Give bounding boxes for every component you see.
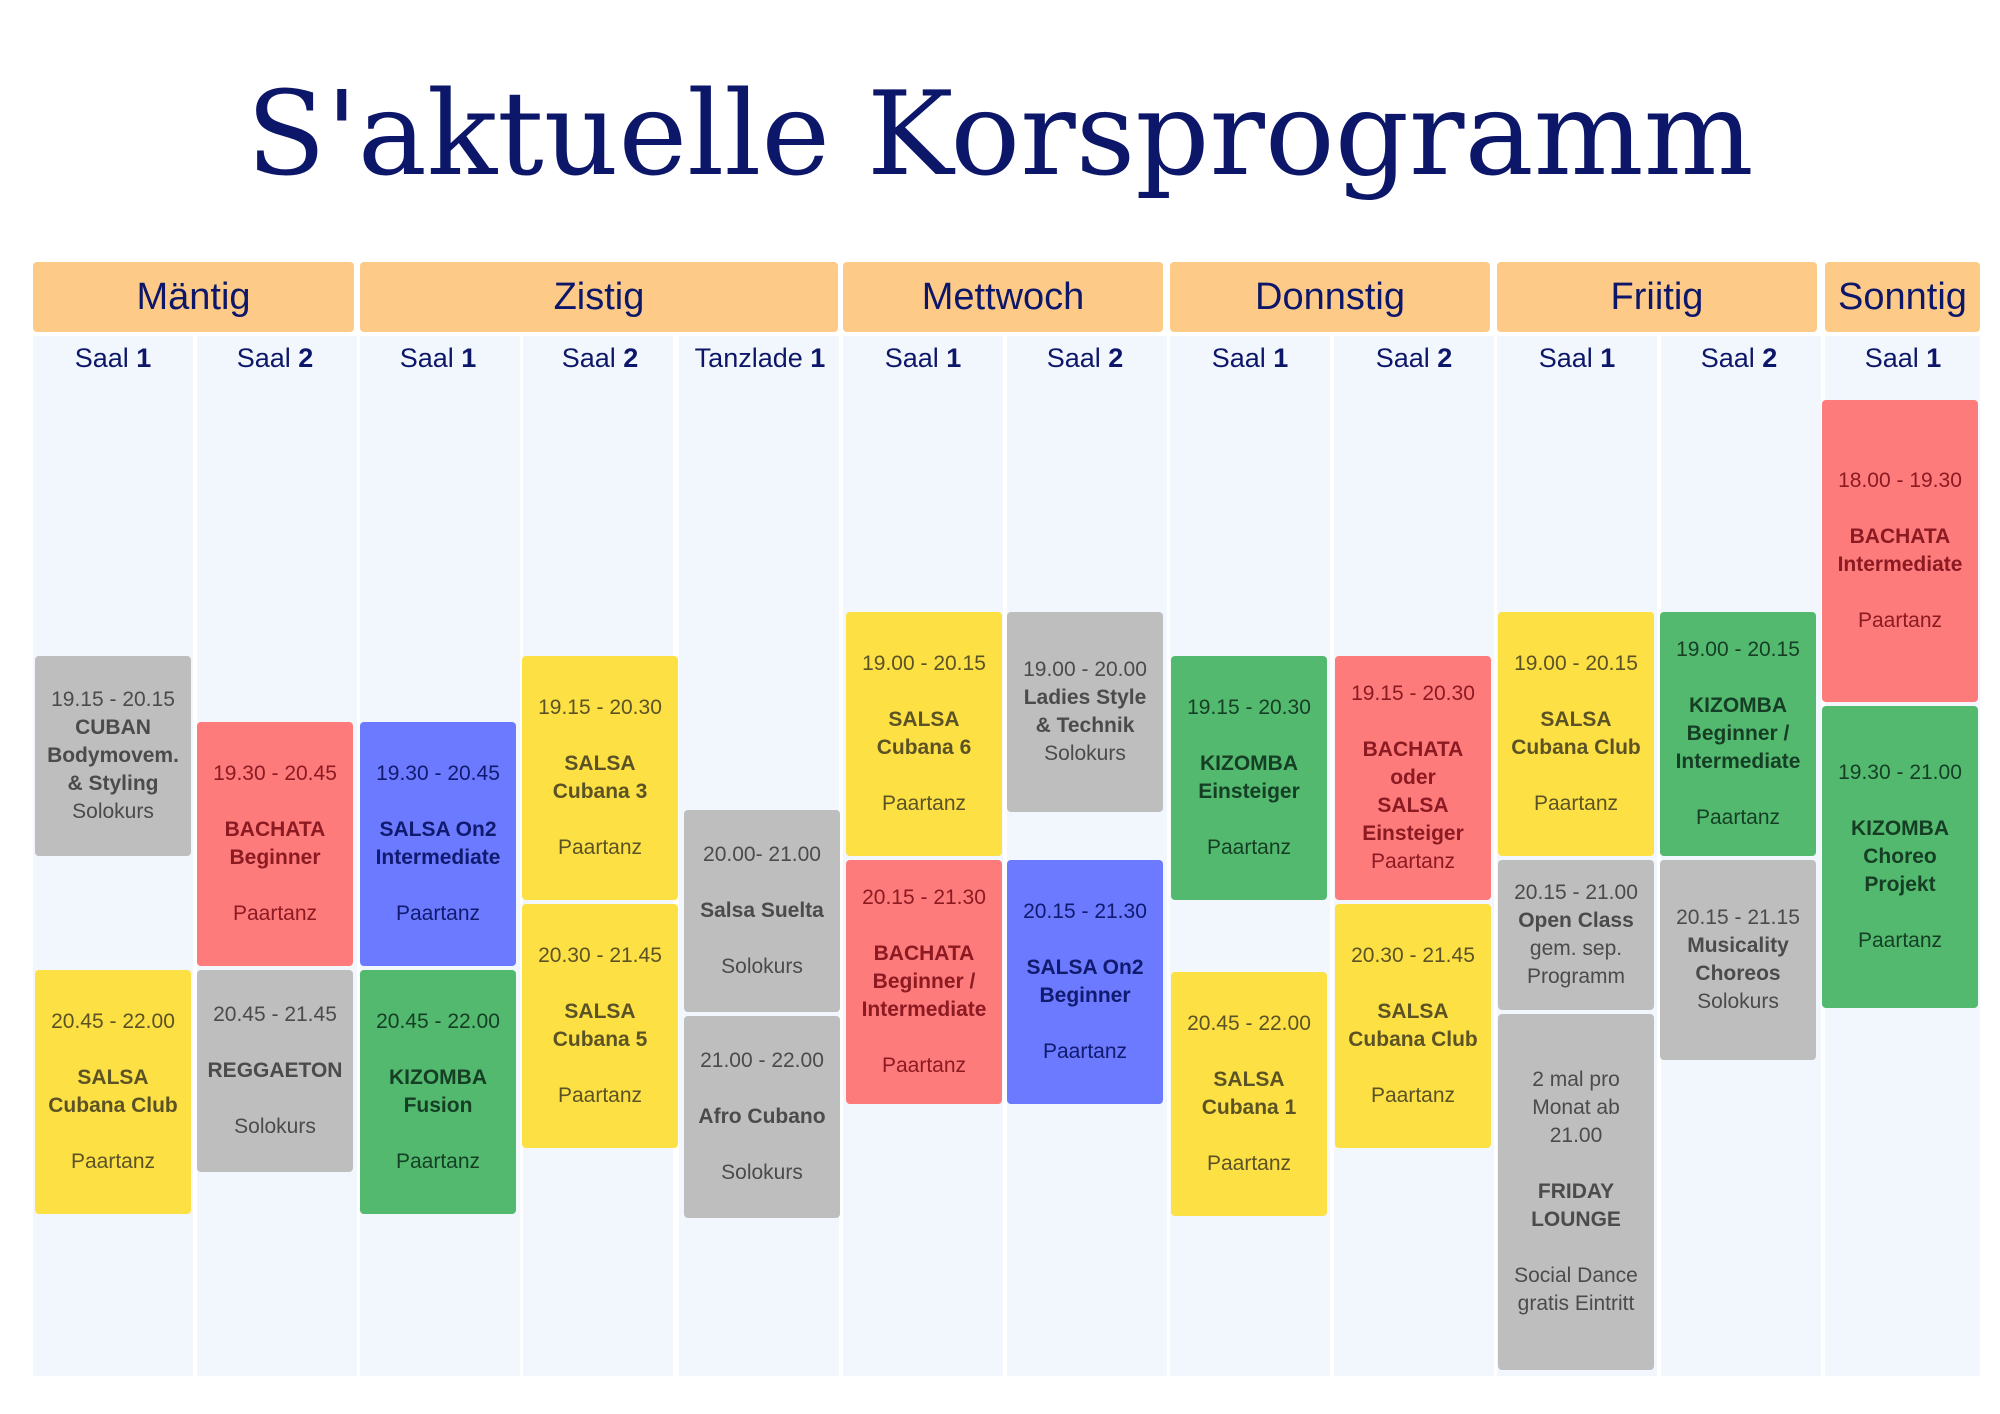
class-block[interactable]: 19.30 - 21.00 KIZOMBA Choreo Projekt Paartanz <box>1822 706 1978 1008</box>
class-block[interactable]: 19.00 - 20.15 SALSA Cubana Club Paartanz <box>1498 612 1654 856</box>
room-header: Saal 1 <box>1211 343 1289 373</box>
day-header-sonntig: Sonntig <box>1825 262 1980 332</box>
room-header: Saal 1 <box>884 343 962 373</box>
class-block[interactable]: 19.15 - 20.30 SALSA Cubana 3 Paartanz <box>522 656 678 900</box>
class-block[interactable]: 20.15 - 21.30 BACHATA Beginner / Intermediate Paartanz <box>846 860 1002 1104</box>
column-background <box>1661 336 1821 1376</box>
class-block[interactable]: 19.00 - 20.15 SALSA Cubana 6 Paartanz <box>846 612 1002 856</box>
class-block[interactable]: 19.30 - 20.45 SALSA On2 Intermediate Paartanz <box>360 722 516 966</box>
room-header: Saal 1 <box>74 343 152 373</box>
column-background <box>33 336 193 1376</box>
class-block[interactable]: 20.15 - 21.30 SALSA On2 Beginner Paartanz <box>1007 860 1163 1104</box>
room-header: Saal 2 <box>1375 343 1453 373</box>
class-block[interactable]: 2 mal pro Monat ab 21.00 FRIDAY LOUNGE Social Dance gratis Eintritt <box>1498 1014 1654 1370</box>
class-block[interactable]: 19.15 - 20.15 CUBAN Bodymovem. & Styling Solokurs <box>35 656 191 856</box>
class-block[interactable]: 20.45 - 22.00 SALSA Cubana Club Paartanz <box>35 970 191 1214</box>
page-title: S'aktuelle Korsprogramm <box>246 67 1754 202</box>
class-block[interactable]: 20.15 - 21.00 Open Class gem. sep. Programm <box>1498 860 1654 1010</box>
day-header-mettwoch: Mettwoch <box>843 262 1163 332</box>
class-block[interactable]: 19.15 - 20.30 KIZOMBA Einsteiger Paartanz <box>1171 656 1327 900</box>
class-block[interactable]: 20.30 - 21.45 SALSA Cubana Club Paartanz <box>1335 904 1491 1148</box>
class-block[interactable]: 20.15 - 21.15 Musicality Choreos Solokurs <box>1660 860 1816 1060</box>
column-background <box>843 336 1003 1376</box>
class-block[interactable]: 20.45 - 22.00 SALSA Cubana 1 Paartanz <box>1171 972 1327 1216</box>
room-header: Saal 2 <box>1700 343 1778 373</box>
room-header: Saal 1 <box>399 343 477 373</box>
room-header: Saal 1 <box>1864 343 1942 373</box>
class-block[interactable]: 19.15 - 20.30 BACHATA oder SALSA Einsteiger Paartanz <box>1335 656 1491 900</box>
room-header: Tanzlade 1 <box>694 343 826 373</box>
class-block[interactable]: 20.45 - 22.00 KIZOMBA Fusion Paartanz <box>360 970 516 1214</box>
class-block[interactable]: 21.00 - 22.00 Afro Cubano Solokurs <box>684 1016 840 1218</box>
day-header-donnstig: Donnstig <box>1170 262 1490 332</box>
class-block[interactable]: 20.00- 21.00 Salsa Suelta Solokurs <box>684 810 840 1012</box>
room-header: Saal 2 <box>1046 343 1124 373</box>
class-block[interactable]: 19.30 - 20.45 BACHATA Beginner Paartanz <box>197 722 353 966</box>
day-header-friitig: Friitig <box>1497 262 1817 332</box>
column-background <box>1007 336 1167 1376</box>
day-header-maentig: Mäntig <box>33 262 354 332</box>
room-header: Saal 2 <box>236 343 314 373</box>
class-block[interactable]: 20.45 - 21.45 REGGAETON Solokurs <box>197 970 353 1172</box>
class-block[interactable]: 20.30 - 21.45 SALSA Cubana 5 Paartanz <box>522 904 678 1148</box>
class-block[interactable]: 18.00 - 19.30 BACHATA Intermediate Paartanz <box>1822 400 1978 702</box>
class-block[interactable]: 19.00 - 20.00 Ladies Style & Technik Solokurs <box>1007 612 1163 812</box>
room-header: Saal 2 <box>561 343 639 373</box>
class-block[interactable]: 19.00 - 20.15 KIZOMBA Beginner / Intermediate Paartanz <box>1660 612 1816 856</box>
room-header: Saal 1 <box>1538 343 1616 373</box>
day-header-zistig: Zistig <box>360 262 838 332</box>
